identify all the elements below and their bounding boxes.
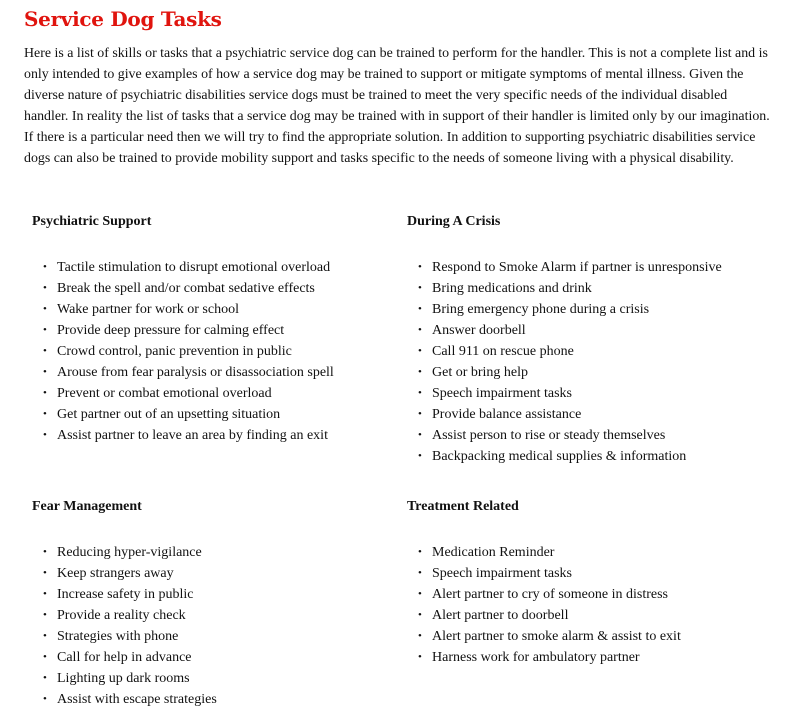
list-item bbox=[32, 362, 334, 383]
list-item-text: Speech impairment tasks bbox=[432, 386, 572, 401]
bullet-icon: • bbox=[418, 303, 422, 315]
bullet-icon: • bbox=[418, 546, 422, 558]
list-item bbox=[407, 320, 722, 341]
list-item bbox=[32, 689, 217, 710]
list-item bbox=[407, 446, 722, 467]
list-item-text: Answer doorbell bbox=[432, 323, 526, 338]
list-item bbox=[32, 647, 217, 668]
bullet-icon: • bbox=[43, 651, 47, 663]
bullet-icon: • bbox=[43, 387, 47, 399]
task-list bbox=[32, 257, 334, 446]
list-item-text: Prevent or combat emotional overload bbox=[57, 386, 272, 401]
list-item-text: Provide balance assistance bbox=[432, 407, 582, 422]
list-item bbox=[407, 563, 681, 584]
bullet-icon: • bbox=[43, 345, 47, 357]
bullet-icon: • bbox=[43, 261, 47, 273]
list-item-text: Provide a reality check bbox=[57, 608, 186, 623]
section-during-a-crisis bbox=[407, 213, 747, 464]
bullet-icon: • bbox=[43, 408, 47, 420]
bullet-icon: • bbox=[43, 546, 47, 558]
bullet-icon: • bbox=[418, 651, 422, 663]
list-item bbox=[32, 668, 217, 689]
bullet-icon: • bbox=[43, 609, 47, 621]
list-item bbox=[407, 647, 681, 668]
bullet-icon: • bbox=[43, 324, 47, 336]
bullet-icon: • bbox=[418, 429, 422, 441]
list-item-text: Strategies with phone bbox=[57, 629, 179, 644]
section-heading: Treatment Related bbox=[407, 499, 519, 514]
bullet-icon: • bbox=[418, 450, 422, 462]
list-item-text: Bring emergency phone during a crisis bbox=[432, 302, 650, 317]
list-item-text: Alert partner to cry of someone in distress bbox=[432, 587, 668, 602]
list-item bbox=[32, 278, 334, 299]
list-item-text: Get or bring help bbox=[432, 365, 529, 380]
list-item bbox=[32, 605, 217, 626]
list-item-text: Alert partner to smoke alarm & assist to exit bbox=[432, 629, 681, 644]
list-item bbox=[32, 383, 334, 404]
bullet-icon: • bbox=[418, 567, 422, 579]
list-item-text: Crowd control, panic prevention in public bbox=[57, 344, 292, 359]
list-item bbox=[407, 425, 722, 446]
bullet-icon: • bbox=[43, 588, 47, 600]
task-list bbox=[407, 257, 722, 467]
bullet-icon: • bbox=[418, 609, 422, 621]
section-heading: Psychiatric Support bbox=[32, 214, 152, 229]
task-list bbox=[32, 542, 217, 710]
bullet-icon: • bbox=[418, 588, 422, 600]
bullet-icon: • bbox=[418, 366, 422, 378]
bullet-icon: • bbox=[43, 429, 47, 441]
list-item bbox=[407, 542, 681, 563]
list-item bbox=[32, 584, 217, 605]
page-title: Service Dog Tasks bbox=[24, 7, 222, 31]
list-item-text: Assist with escape strategies bbox=[57, 692, 217, 707]
list-item-text: Alert partner to doorbell bbox=[432, 608, 569, 623]
list-item-text: Wake partner for work or school bbox=[57, 302, 239, 317]
bullet-icon: • bbox=[43, 693, 47, 705]
list-item-text: Assist person to rise or steady themselves bbox=[432, 428, 666, 443]
list-item bbox=[32, 320, 334, 341]
list-item-text: Arouse from fear paralysis or disassociation spell bbox=[57, 365, 334, 380]
list-item-text: Backpacking medical supplies & information bbox=[432, 449, 687, 464]
bullet-icon: • bbox=[418, 261, 422, 273]
list-item bbox=[407, 383, 722, 404]
list-item bbox=[407, 299, 722, 320]
list-item-text: Tactile stimulation to disrupt emotional overload bbox=[57, 260, 331, 275]
bullet-icon: • bbox=[418, 345, 422, 357]
list-item bbox=[32, 257, 334, 278]
list-item bbox=[32, 425, 334, 446]
bullet-icon: • bbox=[43, 567, 47, 579]
list-item-text: Call 911 on rescue phone bbox=[432, 344, 574, 359]
bullet-icon: • bbox=[418, 387, 422, 399]
bullet-icon: • bbox=[43, 282, 47, 294]
task-list bbox=[407, 542, 681, 668]
list-item-text: Call for help in advance bbox=[57, 650, 192, 665]
list-item bbox=[32, 542, 217, 563]
list-item-text: Assist partner to leave an area by finding an exit bbox=[57, 428, 328, 443]
list-item-text: Speech impairment tasks bbox=[432, 566, 572, 581]
list-item bbox=[407, 404, 722, 425]
section-heading: Fear Management bbox=[32, 499, 142, 514]
bullet-icon: • bbox=[418, 408, 422, 420]
section-fear-management bbox=[32, 498, 372, 707]
list-item bbox=[32, 626, 217, 647]
list-item bbox=[32, 404, 334, 425]
list-item-text: Keep strangers away bbox=[57, 566, 174, 581]
list-item bbox=[407, 278, 722, 299]
list-item-text: Break the spell and/or combat sedative effects bbox=[57, 281, 315, 296]
bullet-icon: • bbox=[43, 303, 47, 315]
list-item bbox=[32, 299, 334, 320]
list-item bbox=[407, 341, 722, 362]
list-item-text: Provide deep pressure for calming effect bbox=[57, 323, 285, 338]
list-item-text: Get partner out of an upsetting situation bbox=[57, 407, 281, 422]
list-item bbox=[407, 257, 722, 278]
list-item-text: Medication Reminder bbox=[432, 545, 555, 560]
section-treatment-related bbox=[407, 498, 747, 665]
bullet-icon: • bbox=[43, 366, 47, 378]
bullet-icon: • bbox=[43, 630, 47, 642]
section-heading: During A Crisis bbox=[407, 214, 501, 229]
bullet-icon: • bbox=[43, 672, 47, 684]
list-item bbox=[32, 341, 334, 362]
list-item-text: Lighting up dark rooms bbox=[57, 671, 190, 686]
list-item bbox=[32, 563, 217, 584]
list-item bbox=[407, 626, 681, 647]
list-item-text: Respond to Smoke Alarm if partner is unresponsive bbox=[432, 260, 722, 275]
list-item bbox=[407, 362, 722, 383]
list-item-text: Harness work for ambulatory partner bbox=[432, 650, 640, 665]
list-item-text: Reducing hyper-vigilance bbox=[57, 545, 202, 560]
list-item-text: Increase safety in public bbox=[57, 587, 194, 602]
bullet-icon: • bbox=[418, 324, 422, 336]
list-item-text: Bring medications and drink bbox=[432, 281, 592, 296]
section-psychiatric-support bbox=[32, 213, 372, 443]
list-item bbox=[407, 584, 681, 605]
bullet-icon: • bbox=[418, 630, 422, 642]
bullet-icon: • bbox=[418, 282, 422, 294]
list-item bbox=[407, 605, 681, 626]
intro-paragraph: Here is a list of skills or tasks that a psychiatric service dog can be trained to perform for the handler. This is not a complete list and is only intended to give examples of how a service dog may be trained to support or mitigate symptoms of mental illness. Given the diverse nature of psychiatric disabilities service dogs must be trained to meet the very specific needs of the individual disabled handler. In reality the list of tasks that a service dog may be trained with in support of their handler is limited only by our imagination. If there is a particular need then we will try to find the appropriate solution. In addition to supporting psychiatric disabilities service dogs can also be trained to provide mobility support and tasks specific to the needs of someone living with a physical disability. bbox=[24, 46, 770, 166]
